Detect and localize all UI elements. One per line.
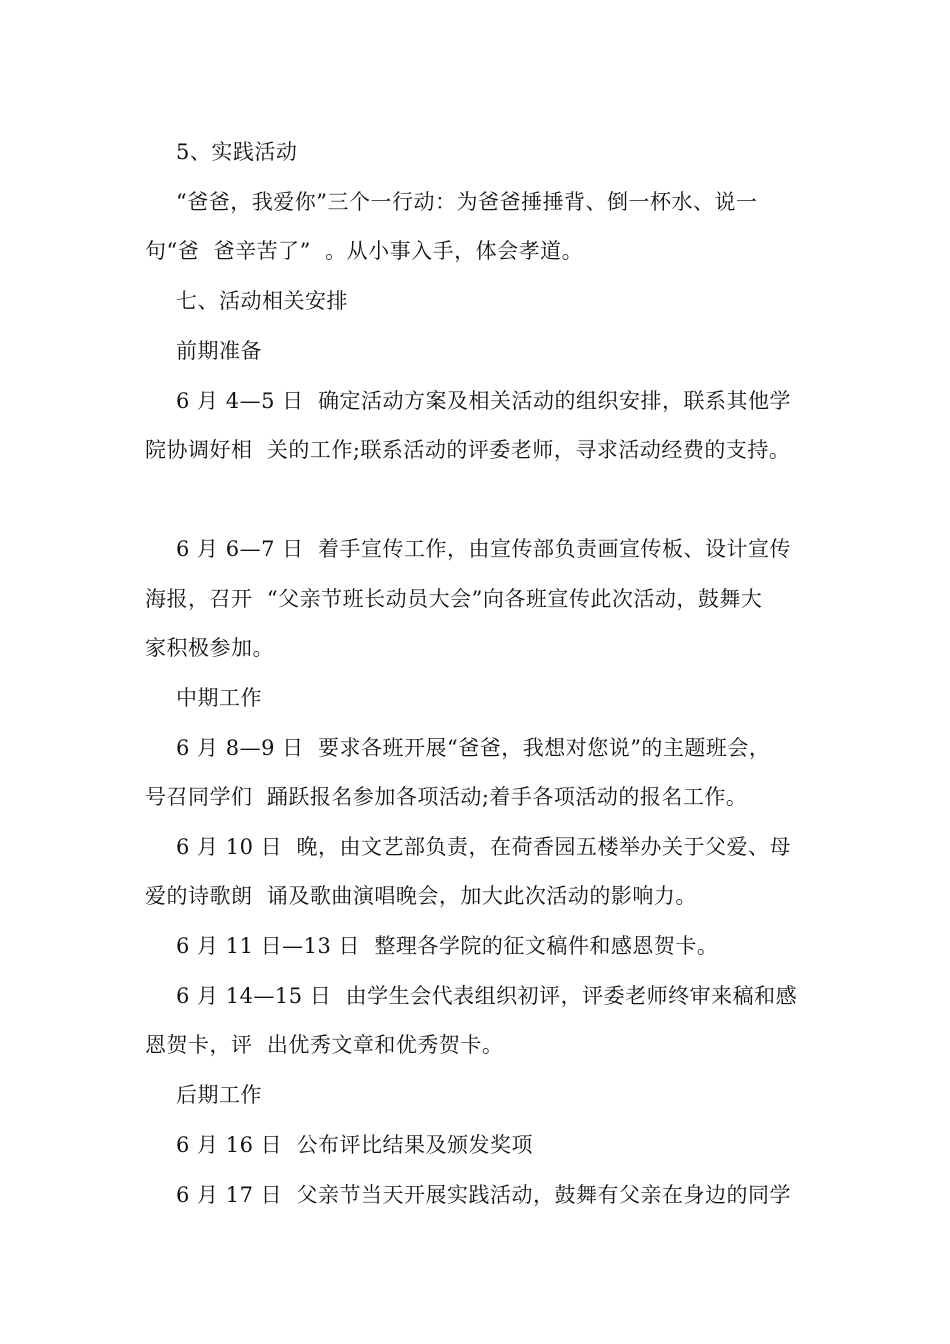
paragraph-line: 恩贺卡，评 出优秀文章和优秀贺卡。 bbox=[145, 1033, 504, 1057]
subheading-mid-work: 中期工作 bbox=[176, 686, 262, 710]
paragraph-line: “爸爸，我爱你”三个一行动：为爸爸捶捶背、倒一杯水、说一 bbox=[176, 190, 758, 214]
paragraph-line: 6 月 11 日—13 日 整理各学院的征文稿件和感恩贺卡。 bbox=[176, 934, 719, 958]
paragraph-line: 号召同学们 踊跃报名参加各项活动;着手各项活动的报名工作。 bbox=[145, 785, 748, 809]
paragraph-line: 家积极参加。 bbox=[145, 636, 274, 660]
section-heading-arrangement: 七、活动相关安排 bbox=[176, 289, 348, 313]
paragraph-line: 6 月 4—5 日 确定活动方案及相关活动的组织安排，联系其他学 bbox=[176, 389, 791, 413]
paragraph-line: 海报，召开 “父亲节班长动员大会”向各班宣传此次活动，鼓舞大 bbox=[145, 587, 763, 611]
paragraph-line: 院协调好相 关的工作;联系活动的评委老师，寻求活动经费的支持。 bbox=[145, 438, 791, 462]
paragraph-line: 6 月 10 日 晚，由文艺部负责，在荷香园五楼举办关于父爱、母 bbox=[176, 835, 791, 859]
paragraph-line: 6 月 14—15 日 由学生会代表组织初评，评委老师终审来稿和感 bbox=[176, 984, 798, 1008]
paragraph-line: 6 月 6—7 日 着手宣传工作，由宣传部负责画宣传板、设计宣传 bbox=[176, 537, 791, 561]
paragraph-line: 6 月 16 日 公布评比结果及颁发奖项 bbox=[176, 1133, 533, 1157]
section-heading-practice: 5、实践活动 bbox=[176, 140, 298, 164]
paragraph-line: 6 月 8—9 日 要求各班开展“爸爸，我想对您说”的主题班会， bbox=[176, 736, 771, 760]
paragraph-line: 爱的诗歌朗 诵及歌曲演唱晚会，加大此次活动的影响力。 bbox=[145, 884, 697, 908]
subheading-late-work: 后期工作 bbox=[176, 1083, 262, 1107]
paragraph-line: 6 月 17 日 父亲节当天开展实践活动，鼓舞有父亲在身边的同学 bbox=[176, 1183, 791, 1207]
subheading-early-prep: 前期准备 bbox=[176, 339, 262, 363]
paragraph-line: 句“爸 爸辛苦了” 。从小事入手，体会孝道。 bbox=[145, 239, 584, 263]
